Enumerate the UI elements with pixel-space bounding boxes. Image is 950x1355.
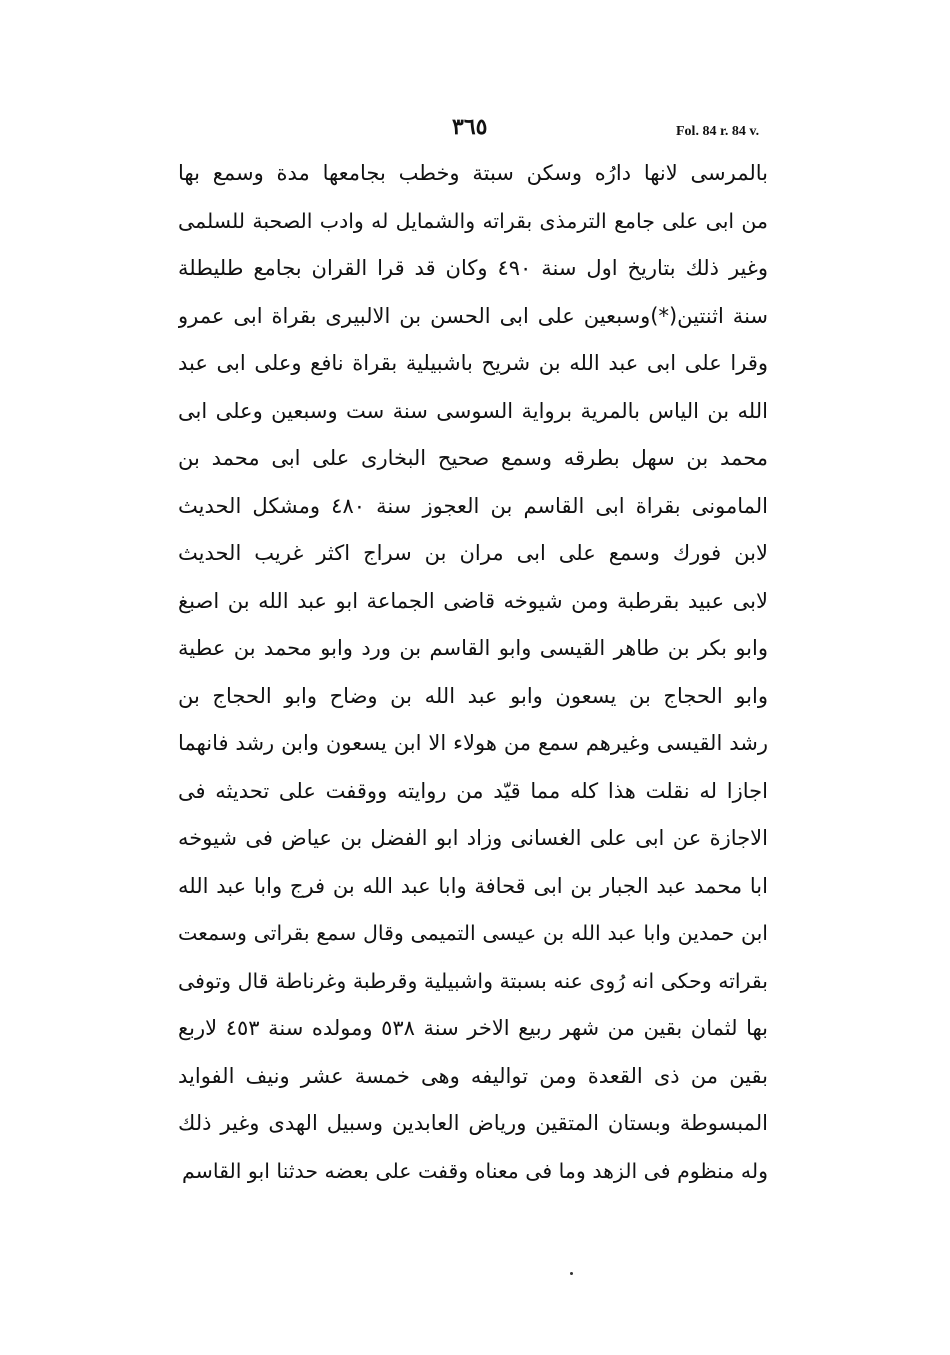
text-line: ابا محمد عبد الجبار بن ابى قحافة وابا عبد الله بن فرج وابا عبد الله: [178, 873, 768, 898]
folio-reference: Fol. 84 r. 84 v.: [676, 124, 760, 139]
text-line: المامونى بقراة ابى القاسم بن العجوز سنة ٤٨٠ ومشكل الحديث: [178, 493, 768, 518]
text-line: بها لثمان بقين من شهر ربيع الاخر سنة ٥٣٨ ومولده سنة ٤٥٣ لاربع: [178, 1016, 768, 1040]
ink-speck: [570, 1272, 573, 1275]
text-line: بقراته وحكى انه رُوى عنه بسبتة واشبيلية وقرطبة وغرناطة قال وتوفى: [178, 968, 768, 993]
text-line: ابن حمدين وابا عبد الله بن عيسى التميمى وقال سمع بقراتى وسمعت: [178, 921, 768, 945]
text-line: الاجازة عن ابى على الغسانى وزاد ابو الفضل بن عياض فى شيوخه: [178, 826, 768, 850]
text-line: وغير ذلك بتاريخ اول سنة ٤٩٠ وكان قد قرا القران بجامع طليطلة: [178, 256, 768, 280]
page-number: ٣٦٥: [452, 114, 488, 140]
text-line: الله بن الياس بالمرية برواية السوسى سنة ست وسبعين وعلى ابى: [178, 398, 768, 423]
text-line: محمد بن سهل بطرقه وسمع صحيح البخارى على ابى محمد بن: [178, 446, 768, 470]
text-line: لابى عبيد بقرطبة ومن شيوخه قاضى الجماعة ابو عبد الله بن اصبغ: [178, 588, 768, 613]
text-line: اجازا له نقلت هذا كله مما قيّد من روايته ووقفت على تحديثه فى: [178, 778, 768, 803]
text-line: سنة اثنتين(*)وسبعين على ابى الحسن بن الالبيرى بقراة ابى عمرو: [178, 303, 768, 328]
arabic-text-body: [178, 150, 768, 1195]
text-line: رشد القيسى وغيرهم سمع من هولاء الا ابن يسعون وابن رشد فانهما: [178, 731, 768, 755]
text-line: من ابى على جامع الترمذى بقراته والشمايل له وادب الصحبة للسلمى: [178, 208, 768, 233]
text-line: لابن فورك وسمع على ابى مران بن سراج اكثر غريب الحديث: [178, 541, 768, 565]
text-line: وقرا على ابى عبد الله بن شريح باشبيلية بقراة نافع وعلى ابى عبد: [178, 351, 768, 375]
text-line: وابو الحجاج بن يسعون وابو عبد الله بن وضاح وابو الحجاج بن: [178, 683, 768, 708]
text-line: المبسوطة وبستان المتقين ورياض العابدين وسبيل الهدى وغير ذلك: [178, 1111, 768, 1135]
text-line: وابو بكر بن طاهر القيسى وابو القاسم بن ورد وابو محمد بن عطية: [178, 636, 768, 660]
text-line: وله منظوم فى الزهد وما فى معناه وقفت على بعضه حدثنا ابو القاسم: [182, 1158, 768, 1183]
text-line: بالمرسى لانها دارُه وسكن سبتة وخطب بجامعها مدة وسمع بها: [178, 161, 768, 185]
text-line: بقين من ذى القعدة ومن تواليفه وهى خمسة عشر ونيف الفوايد: [178, 1063, 768, 1088]
